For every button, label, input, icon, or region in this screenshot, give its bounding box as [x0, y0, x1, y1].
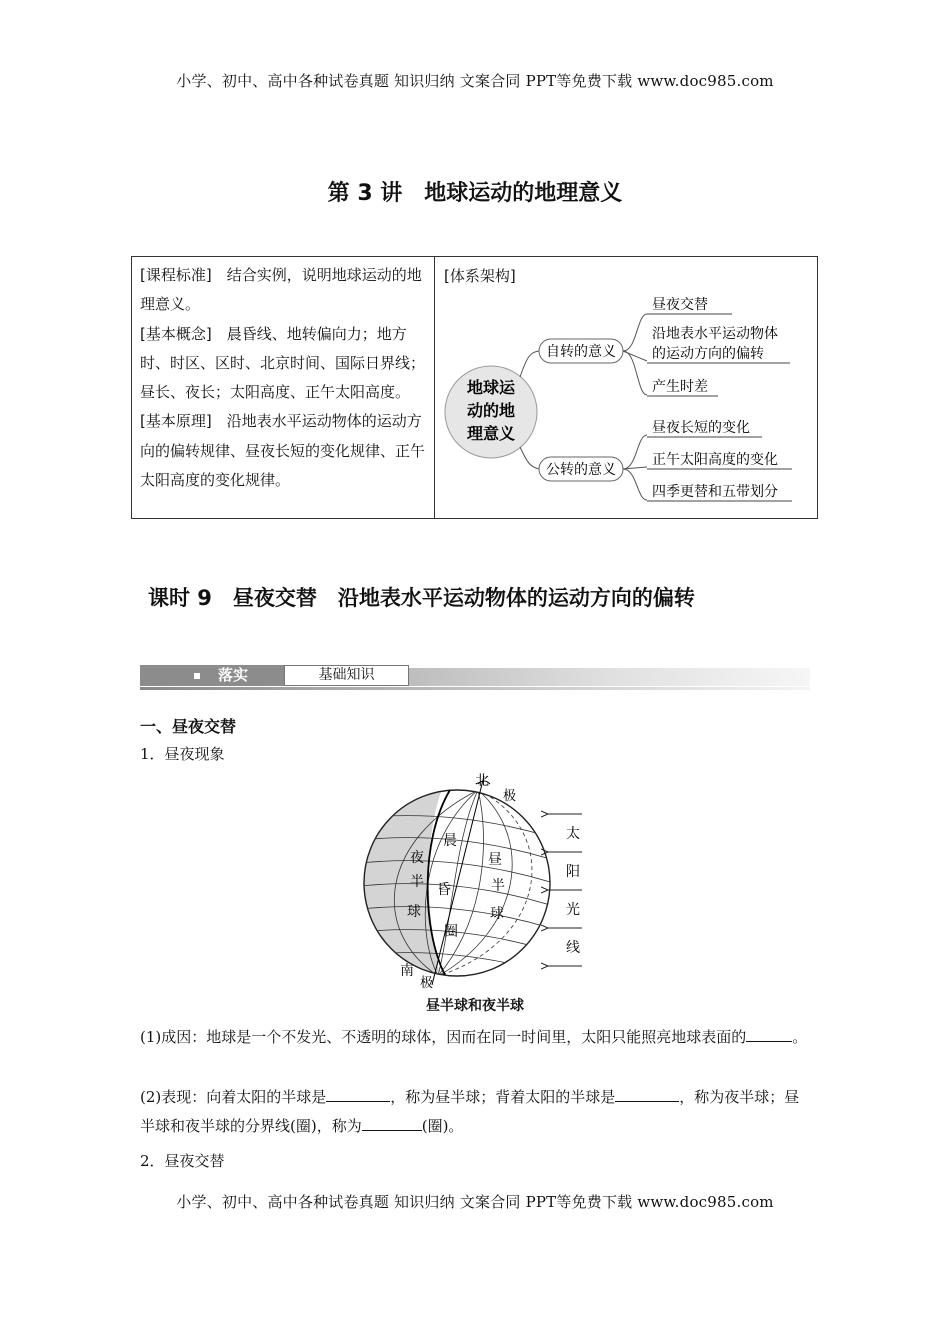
terminator-char-1: 晨: [443, 833, 457, 849]
day-char-2: 半: [491, 878, 505, 894]
revolution-item-2: 正午太阳高度的变化: [652, 452, 778, 468]
sunlight-char-4: 线: [566, 940, 580, 956]
framework-label: [体系架构]: [444, 267, 516, 285]
south-pole-label: 极: [420, 976, 434, 991]
square-bullet-icon: [194, 673, 200, 679]
lesson-title: 课时 9 昼夜交替 沿地表水平运动物体的运动方向的偏转: [148, 586, 695, 610]
terminator-char-2: 昏: [437, 882, 451, 898]
rotation-item-1: 昼夜交替: [652, 297, 708, 313]
basic-principle-tag: [基本原理]: [140, 412, 212, 431]
connector-revolution: [520, 447, 539, 469]
page-header: 小学、初中、高中各种试卷真题 知识归纳 文案合同 PPT等免费下载 www.doc985.com: [176, 72, 774, 90]
night-char-3: 球: [407, 904, 421, 920]
rotation-label: 自转的意义: [546, 344, 616, 360]
revolution-item-1: 昼夜长短的变化: [652, 420, 750, 436]
rotation-link-3: [623, 351, 647, 395]
manifestation-text-b: ，称为昼半球；背着太阳的半球是: [390, 1088, 616, 1106]
banner-dark-tab: [140, 665, 284, 686]
day-char-1: 昼: [488, 852, 502, 868]
subsection-heading-2: 2．昼夜交替: [140, 1152, 225, 1170]
night-char-2: 半: [410, 874, 424, 890]
chapter-title: 第 3 讲 地球运动的地理意义: [327, 181, 623, 206]
cause-end: 。: [792, 1028, 808, 1046]
rotation-item-2b: 的运动方向的偏转: [652, 346, 764, 362]
section-banner: [140, 664, 810, 688]
rotation-item-3: 产生时差: [652, 379, 708, 395]
course-standard-text: 结合实例，说明地球运动的地理意义。: [140, 266, 422, 314]
sunlight-char-2: 阳: [566, 864, 580, 880]
basic-concept-tag: [基本概念]: [140, 324, 212, 343]
manifestation-text-d: (圈)。: [421, 1117, 464, 1135]
banner-dark-label: 落实: [218, 666, 249, 684]
center-line-1: 地球运: [466, 378, 516, 397]
manifestation-text-a: (2)表现：向着太阳的半球是: [140, 1088, 327, 1106]
terminator-char-3: 圈: [444, 924, 458, 940]
figure-caption: 昼半球和夜半球: [426, 998, 524, 1014]
blank-3[interactable]: [615, 1087, 679, 1102]
day-night-figure: [360, 770, 600, 995]
revolution-link-1: [623, 435, 647, 469]
mind-map: [132, 257, 819, 520]
page-footer: 小学、初中、高中各种试卷真题 知识归纳 文案合同 PPT等免费下载 www.doc985.com: [176, 1193, 774, 1211]
north-pole-label: 极: [503, 789, 517, 804]
subsection-heading-1: 1．昼夜现象: [140, 745, 225, 763]
revolution-item-3: 四季更替和五带划分: [652, 484, 778, 500]
banner-underline: [140, 687, 810, 690]
section-heading: 一、昼夜交替: [140, 717, 237, 736]
basic-concept-text: 晨昏线、地转偏向力；地方时、时区、区时、北京时间、国际日界线；昼长、夜长；太阳高度、正午太阳高度。: [140, 324, 426, 402]
manifestation-text-c: ，称为夜半球；昼半球和夜半球的分界线(圈)，称为: [140, 1088, 800, 1135]
sunlight-char-3: 光: [566, 902, 580, 918]
paragraph-manifestation: [140, 1083, 812, 1141]
banner-light-label: 基础知识: [284, 665, 409, 686]
day-char-3: 球: [490, 906, 504, 922]
center-line-2: 动的地: [466, 401, 516, 420]
blank-4[interactable]: [362, 1116, 422, 1131]
earth-axis: [432, 776, 484, 985]
paragraph-cause: [140, 1023, 812, 1052]
basic-principle-text: 沿地表水平运动物体的运动方向的偏转规律、昼夜长短的变化规律、正午太阳高度的变化规律。: [140, 412, 426, 490]
south-label: 南: [400, 963, 414, 979]
blank-1[interactable]: [746, 1027, 792, 1042]
north-label: 北: [475, 773, 489, 789]
revolution-label: 公转的意义: [546, 462, 616, 478]
overview-table: [131, 256, 818, 519]
night-char-1: 夜: [410, 850, 424, 866]
cause-text: (1)成因：地球是一个不发光、不透明的球体，因而在同一时间里，太阳只能照亮地球表面的: [140, 1028, 747, 1046]
blank-2[interactable]: [326, 1087, 390, 1102]
banner-gradient: [408, 668, 810, 686]
sunlight-char-1: 太: [566, 826, 580, 842]
rotation-item-2a: 沿地表水平运动物体: [652, 326, 778, 342]
rotation-link-1: [623, 314, 647, 351]
course-standard-tag: [课程标准]: [140, 266, 212, 284]
center-line-3: 理意义: [466, 424, 516, 443]
revolution-link-3: [623, 469, 647, 500]
connector-rotation: [520, 351, 539, 377]
